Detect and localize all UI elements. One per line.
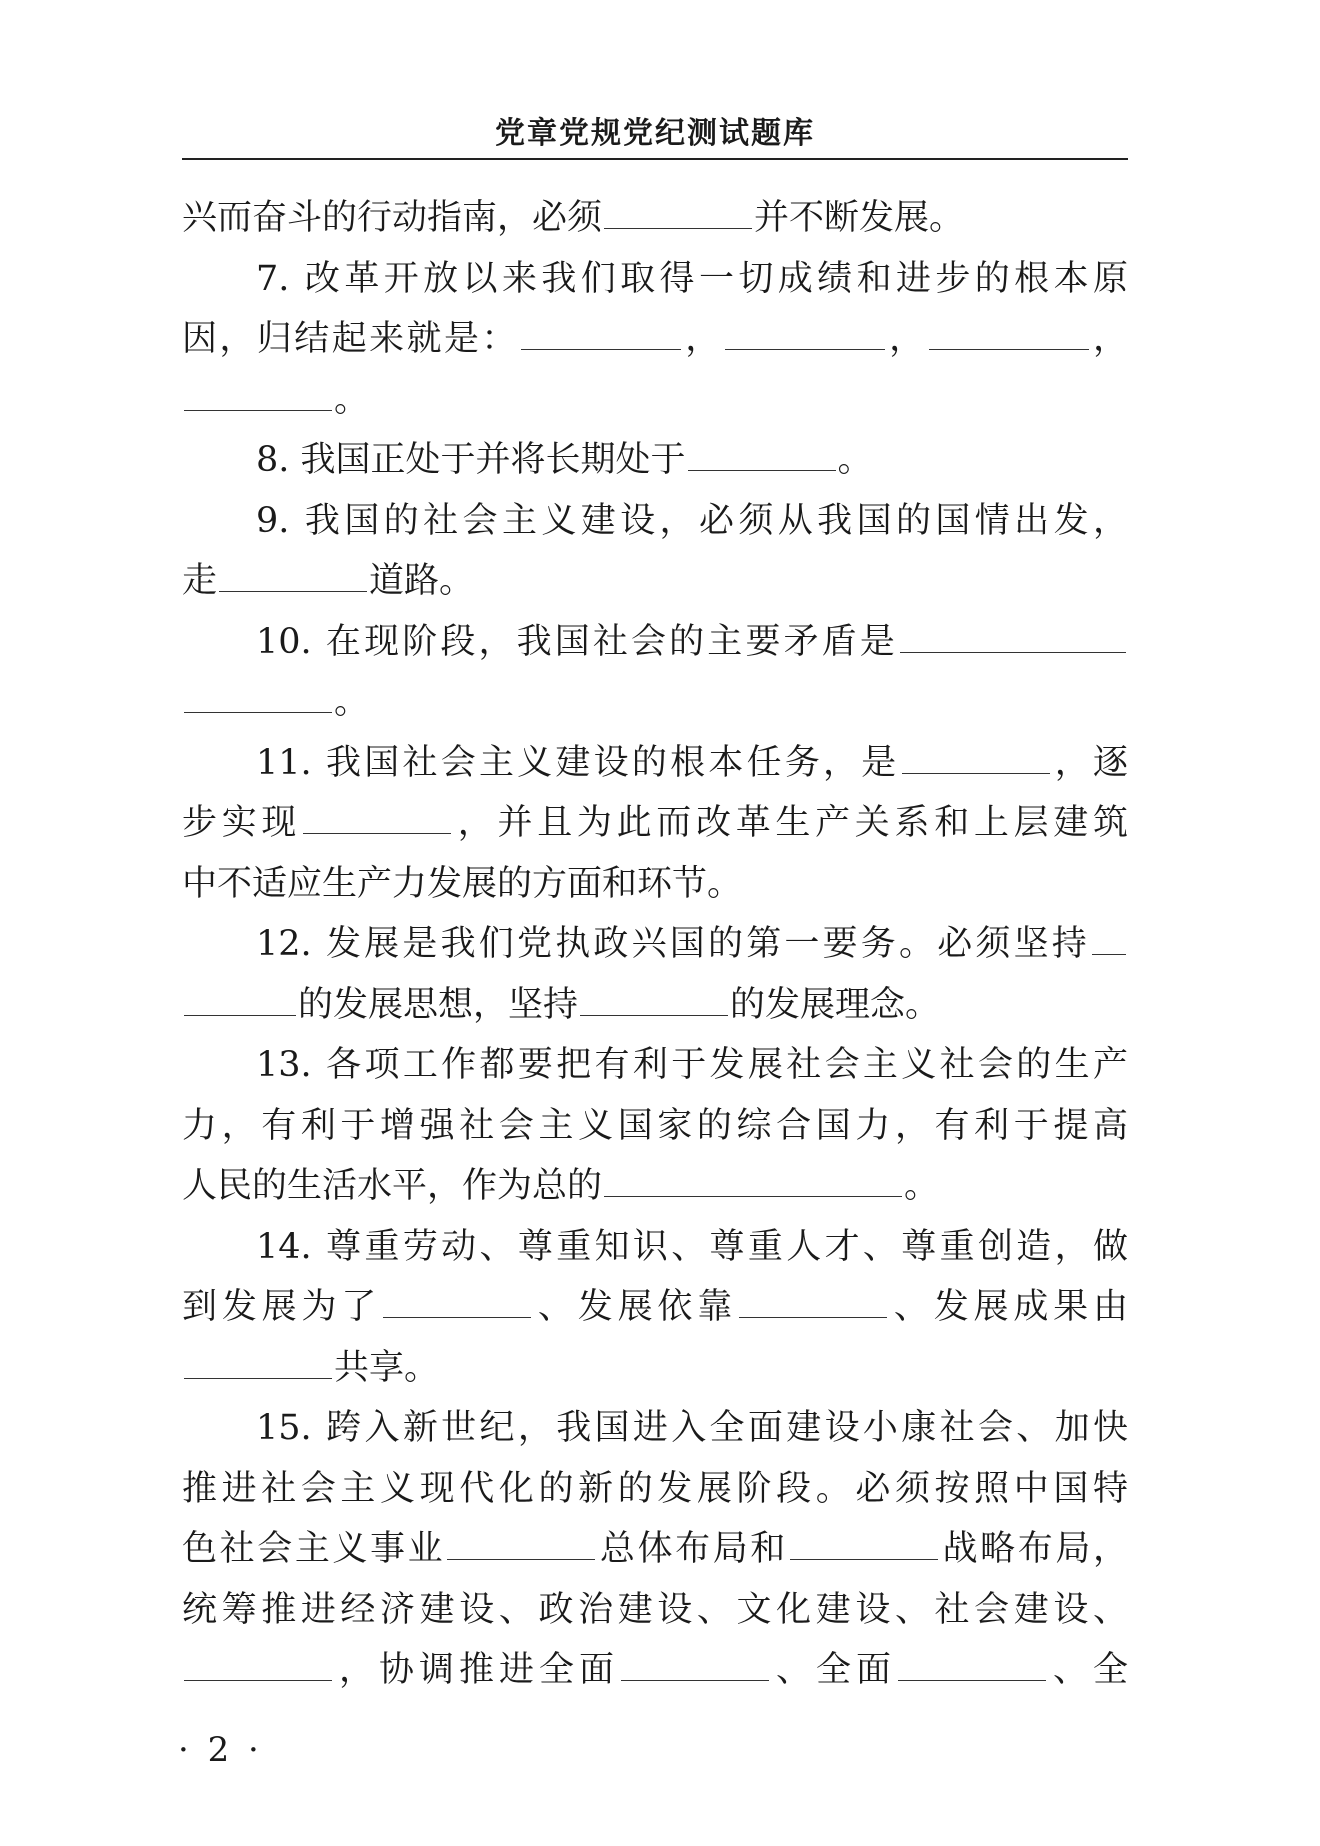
text-line [182,249,1128,310]
text-line [182,1398,1128,1459]
fill-in-blank[interactable] [219,560,367,593]
text-segment: 12. 发展是我们党执政兴国的第一要务。必须坚持 [256,924,1090,964]
fill-in-blank[interactable] [184,1649,332,1682]
text-segment: 并不断发展。 [754,198,965,238]
page-number: · 2 · [178,1730,263,1770]
fill-in-blank[interactable] [929,318,1089,351]
text-segment: 。 [837,440,873,480]
text-line [182,370,1128,431]
text-line [182,1640,1128,1701]
fill-in-blank[interactable] [184,983,296,1016]
fill-in-blank[interactable] [447,1528,595,1561]
fill-in-blank[interactable] [725,318,885,351]
text-line [182,188,1128,249]
fill-in-blank[interactable] [621,1649,769,1682]
text-segment: 的发展理念。 [730,984,941,1025]
fill-in-blank[interactable] [383,1286,531,1319]
text-line [182,1580,1128,1641]
fill-in-blank[interactable] [790,1528,938,1561]
text-segment: ， [1090,319,1128,359]
text-segment: ，协调推进全面 [334,1650,619,1690]
fill-in-blank[interactable] [900,620,1126,653]
text-segment: 。 [904,1166,940,1206]
text-segment: 、全面 [770,1650,896,1690]
text-line [182,975,1128,1036]
text-segment: 道路。 [369,561,475,601]
text-segment: 人民的生活水平，作为总的 [182,1166,603,1206]
text-segment: 8. 我国正处于并将长期处于 [256,440,686,480]
text-segment: 10. 在现阶段，我国社会的主要矛盾是 [256,621,898,662]
fill-in-blank[interactable] [604,1165,902,1198]
text-segment: 11. 我国社会主义建设的根本任务，是 [256,742,900,783]
text-segment: 13. 各项工作都要把有利于发展社会主义社会的生产 [256,1045,1128,1085]
text-segment: 、发展依靠 [533,1287,738,1327]
fill-in-blank[interactable] [902,741,1050,774]
fill-in-blank[interactable] [184,1346,332,1379]
text-segment: 走 [182,561,218,601]
text-segment: 兴而奋斗的行动指南，必须 [182,198,603,238]
text-segment: 色社会主义事业 [182,1529,446,1569]
question-text [182,188,1128,1701]
text-line [182,612,1128,673]
text-line [182,1338,1128,1399]
fill-in-blank[interactable] [1092,923,1126,956]
text-segment: 。 [334,379,370,420]
text-segment: 因，归结起来就是： [182,319,519,359]
text-line [182,1459,1128,1520]
fill-in-blank[interactable] [688,439,836,472]
text-segment: 中不适应生产力发展的方面和环节。 [182,863,743,904]
text-line [182,914,1128,975]
text-segment: 。 [334,682,370,722]
text-line [182,1096,1128,1157]
text-segment: ，逐 [1051,742,1128,783]
header-rule [182,158,1128,160]
text-segment: 战略布局， [939,1529,1128,1569]
fill-in-blank[interactable] [184,681,332,714]
fill-in-blank[interactable] [604,197,752,230]
text-line [182,1035,1128,1096]
text-line [182,491,1128,552]
fill-in-blank[interactable] [521,318,681,351]
text-line [182,309,1128,370]
text-segment: 推进社会主义现代化的新的发展阶段。必须按照中国特 [182,1468,1128,1509]
fill-in-blank[interactable] [739,1286,887,1319]
fill-in-blank[interactable] [303,802,451,835]
text-line [182,1277,1128,1338]
text-segment: 、发展成果由 [889,1287,1128,1327]
fill-in-blank[interactable] [580,983,728,1016]
text-line [182,733,1128,794]
text-segment: 共享。 [334,1347,440,1388]
text-line [182,672,1128,733]
text-line [182,1519,1128,1580]
text-line [182,1217,1128,1278]
text-line [182,551,1128,612]
text-segment: 力，有利于增强社会主义国家的综合国力，有利于提高 [182,1105,1128,1146]
text-segment: 的发展思想，坚持 [298,984,579,1025]
text-line [182,793,1128,854]
text-line [182,430,1128,491]
text-line [182,854,1128,915]
fill-in-blank[interactable] [898,1649,1046,1682]
text-segment: 步实现 [182,803,302,843]
text-segment: 到发展为了 [182,1287,382,1327]
text-segment: 统筹推进经济建设、政治建设、文化建设、社会建设、 [182,1589,1128,1630]
text-segment: 7. 改革开放以来我们取得一切成绩和进步的根本原 [256,258,1128,299]
text-segment: 、全 [1047,1650,1128,1690]
running-header: 党章党规党纪测试题库 [495,116,815,151]
text-line [182,1156,1128,1217]
text-segment: 总体布局和 [597,1529,788,1569]
text-segment: ， [886,319,927,359]
text-segment: 15. 跨入新世纪，我国进入全面建设小康社会、加快 [256,1408,1128,1448]
fill-in-blank[interactable] [184,378,332,411]
text-segment: 9. 我国的社会主义建设，必须从我国的国情出发， [256,500,1128,541]
text-segment: 14. 尊重劳动、尊重知识、尊重人才、尊重创造，做 [256,1226,1128,1267]
text-segment: ， [682,319,723,359]
text-segment: ，并且为此而改革生产关系和上层建筑 [453,803,1128,843]
